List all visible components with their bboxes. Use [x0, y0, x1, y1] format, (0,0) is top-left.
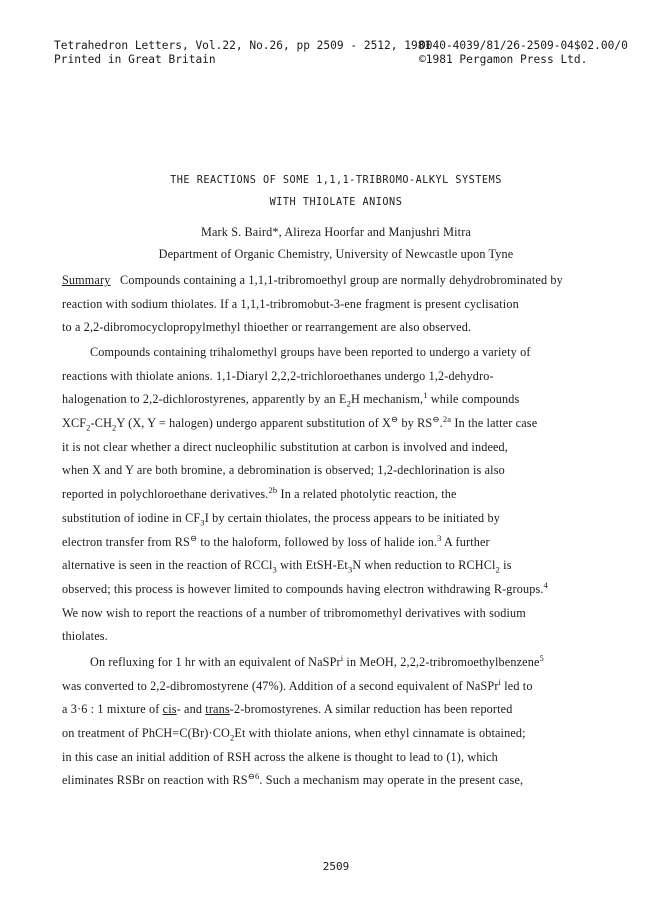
p1-line: thiolates.: [62, 629, 108, 644]
summary-text-2: reaction with sodium thiolates. If a 1,1,1-tribromobut-3-ene fragment is present cyclisation: [62, 296, 519, 311]
journal-header: [54, 39, 431, 67]
p1-line: $XCF_2-CH_2Y$ (X, Y = halogen) undergo apparent substitution of X⊖ by RS⊖.$^{2a}$ In the latter case: [62, 414, 538, 433]
copyright-notice: ©1981 Pergamon Press Ltd.: [419, 53, 588, 66]
p1-line: it is not clear whether a direct nucleophilic substitution at carbon is involved and indeed,: [62, 439, 508, 454]
p2-line: eliminates RSBr on reaction with $RS^{⊖6}$. Such a mechanism may operate in the present case,: [62, 771, 524, 788]
publisher-header: [419, 39, 628, 67]
reference-mark: 2a: [442, 414, 452, 424]
p2-line: a 3·6 : 1 mixture of cis- and trans-2-bromostyrenes. A similar reduction has been reported: [62, 702, 513, 717]
p1-line: observed; this process is however limited to compounds having electron withdrawing R-groups.$^4$: [62, 579, 548, 596]
article-code: 0040-4039/81/26-2509-04$02.00/0: [419, 39, 628, 52]
reference-mark: 3: [437, 532, 442, 543]
reference-mark: 4: [543, 579, 548, 590]
p1-line: when X and Y are both bromine, a debromination is observed; 1,2-dechlorination is also: [62, 463, 505, 478]
p1-line: substitution of iodine in $CF_3I$ by certain thiolates, the process appears to be initiated by: [62, 510, 500, 528]
paragraph-2: [62, 651, 622, 793]
summary-text-1: Compounds containing a 1,1,1-tribromoethyl group are normally dehydrobrominated by: [120, 273, 563, 287]
p1-line: reactions with thiolate anions. 1,1-Diaryl 2,2,2-trichloroethanes undergo 1,2-dehydro-: [62, 368, 494, 383]
paragraph-1: [62, 341, 622, 649]
p2-line: On refluxing for 1 hr with an equivalent of NaSPr$^i$ in MeOH, 2,2,2-tribromoethylbenzene$^5$: [90, 652, 544, 669]
reference-mark: 6: [254, 771, 260, 782]
summary-text-3: to a 2,2-dibromocyclopropylmethyl thioether or rearrangement are also observed.: [62, 320, 472, 335]
p1-line: electron transfer from RS⊖ to the haloform, followed by loss of halide ion.$^3$ A further: [62, 532, 490, 549]
journal-citation: Tetrahedron Letters, Vol.22, No.26, pp 2509 - 2512, 1981: [54, 39, 432, 52]
article-title-line2: WITH THIOLATE ANIONS: [269, 197, 403, 208]
p1-line: halogenation to 2,2-dichlorostyrenes, apparently by an $E_2H$ mechanism,$^1$ while compounds: [62, 390, 520, 409]
summary-block: [62, 269, 622, 340]
p1-line: reported in polychloroethane derivatives.$^{2b}$ In a related photolytic reaction, the: [62, 485, 457, 502]
printed-in: Printed in Great Britain: [54, 53, 216, 66]
article-title: THE REACTIONS OF SOME 1,1,1-TRIBROMO-ALKYL SYSTEMS: [170, 175, 502, 186]
reference-mark: 1: [423, 390, 428, 401]
reference-mark: 5: [539, 652, 544, 663]
p2-line: was converted to 2,2-dibromostyrene (47%). Addition of a second equivalent of NaSPr$^i$ led to: [62, 676, 533, 693]
p2-line: in this case an initial addition of RSH across the alkene is thought to lead to (1), which: [62, 749, 498, 764]
author-list: Mark S. Baird*, Alireza Hoorfar and Manjushri Mitra: [201, 225, 471, 239]
summary-label: Summary: [62, 273, 111, 287]
reference-mark: 2b: [268, 485, 278, 496]
page-number: 2509: [322, 860, 350, 873]
p1-line: Compounds containing trihalomethyl groups have been reported to undergo a variety of: [90, 345, 531, 359]
p2-line: on treatment of $PhCH=C(Br)\cdot CO_2Et$ with thiolate anions, when ethyl cinnamate is obtained;: [62, 726, 526, 743]
affiliation: Department of Organic Chemistry, University of Newcastle upon Tyne: [158, 247, 514, 261]
p1-line: alternative is seen in the reaction of RCCl$_3$ with EtSH-$Et_3N$ when reduction to RCHCl$_2$ is: [62, 558, 512, 575]
p1-line: We now wish to report the reactions of a number of tribromomethyl derivatives with sodium: [62, 605, 526, 620]
